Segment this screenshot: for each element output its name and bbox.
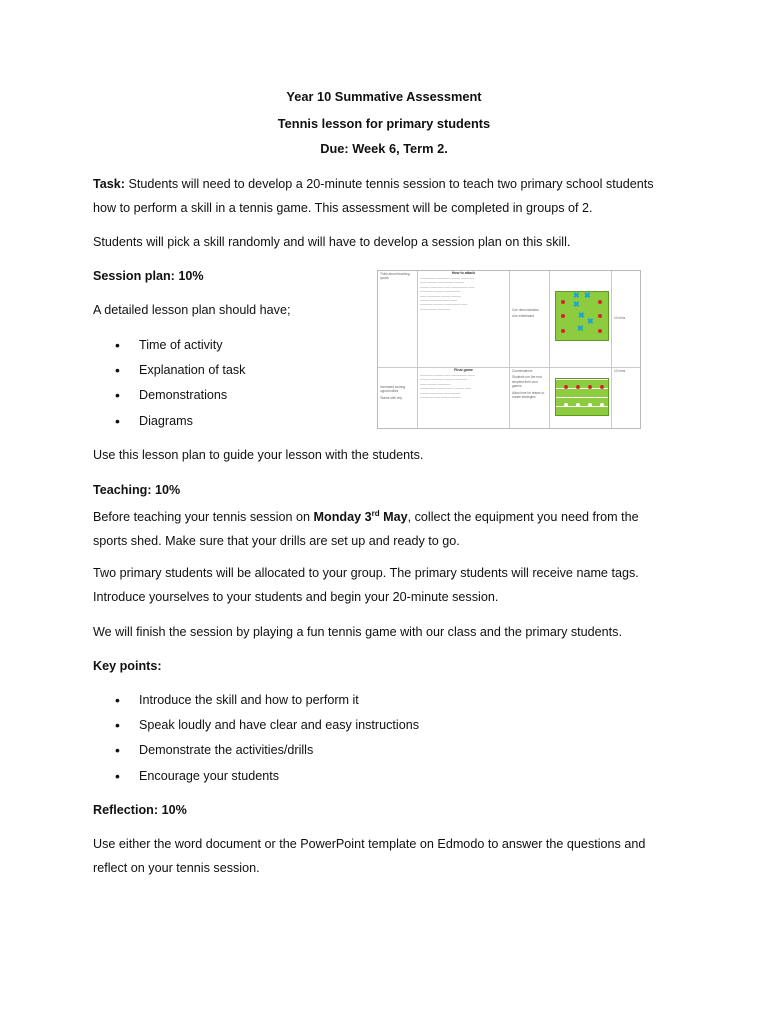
- pick-skill-text: Students will pick a skill randomly and will have to develop a session plan on this skill.: [93, 235, 571, 249]
- plan-cell-filler-text: ———— ——— —— ————— —— ——— ———— ——— ———— —— ——— ———— ————— ——— —— ——— —— ——— ———— ————— ———— —— ——— ———: [420, 373, 475, 400]
- reflection-paragraph: Use either the word document or the PowerPoint template on Edmodo to answer the questions and reflect on your tennis session.: [93, 837, 646, 875]
- key-points-heading: Key points:: [93, 659, 162, 673]
- document-page: Year 10 Summative Assessment Tennis lesson for primary students Due: Week 6, Term 2. Task: Students will need to develop a 20-minute tennis session to teach two primary school students how to perform a skill in a tennis game. This assessment will be completed in groups of 2. Students will pick a skill randomly and will have to develop a session plan on this skill. Session plan: 10% A detailed lesson plan should have; • Time of activity • Explanation of task • Demonstrations • Diagrams Think about teaching sports How to attack ————— ———— ——— ———— —— ——— ————— ——— ——— ———— —— ————— —— ———— ——— ————— —— ———— ——— ——— ——— —————— —— ———— ——— ————— —— —— ——— ———— Cue demonstration Use whiteboard ✖ ✖ ✖ ✖ ✖ ✖ 10 mins Increased scoring opportunities Teams with rely Final game ———— ——— —— ————— —— ——— ———— ——— ———— —— ——— ———— ————— ——— —— ——— —— ——— ———— ————— ———— —— ——— ——— Conversations Students run the end simplest their own games Allow time for teams to create strategies 10 mins Use this lesson plan to guide your lesson with the students. Teaching: 10% Before teaching your tennis session on Monday 3rd May, collect the equipment you need from the sports shed. Make sure that your drills are set up and ready to go. Two primary students will be allocated to your group. The primary students will receive name tags. Introduce yourselves to your students and begin your 20-minute session. We will finish the session by playing a fun tennis game with our class and the primary students. Key points: • Introduce the skill and how to perform it • Speak loudly and have clear and easy instructions • Demonstrate the activities/drills • Encourage your students Reflection: 10% Use either the word document or the PowerPoint template on Edmodo to answer the questions and reflect on your tennis session.: [0, 0, 768, 1024]
- cone-marker-icon: [576, 403, 580, 407]
- cone-marker-icon: [588, 403, 592, 407]
- session-plan-intro: A detailed lesson plan should have;: [93, 303, 291, 317]
- bullet-icon: •: [115, 742, 120, 758]
- cone-marker-icon: [561, 329, 565, 333]
- plan-cell: Final game ———— ——— —— ————— —— ——— ———— ——— ———— —— ——— ———— ————— ——— —— ——— —— ——— ———— ————— ———— —— ——— ———: [418, 368, 510, 428]
- cone-marker-icon: [600, 403, 604, 407]
- plan-cell: [550, 368, 612, 428]
- cone-marker-icon: [564, 385, 568, 389]
- plan-cell: Cue demonstration Use whiteboard: [510, 271, 550, 368]
- plan-cell: 10 mins: [614, 369, 626, 373]
- cone-marker-icon: [600, 385, 604, 389]
- bullet-icon: •: [115, 413, 120, 429]
- session-plan-heading: Session plan: 10%: [93, 269, 204, 283]
- player-cross-icon: ✖: [573, 291, 580, 300]
- plan-cell: Think about teaching sports: [378, 271, 418, 368]
- cone-marker-icon: [561, 314, 565, 318]
- player-cross-icon: ✖: [577, 324, 584, 333]
- document-title: Year 10 Summative Assessment: [286, 89, 482, 104]
- plan-cell: Increased scoring opportunities Teams with rely: [378, 368, 418, 428]
- plan-cell: Conversations Students run the end simplest their own games Allow time for teams to create strategies: [510, 368, 550, 428]
- task-line-2: how to perform a skill in a tennis game. This assessment will be completed in groups of 2.: [93, 201, 593, 215]
- lesson-plan-guide: Use this lesson plan to guide your lesson with the students.: [93, 448, 424, 462]
- cone-marker-icon: [561, 300, 565, 304]
- finish-paragraph: We will finish the session by playing a fun tennis game with our class and the primary students.: [93, 625, 622, 639]
- plan-cell-filler-text: ————— ———— ——— ———— —— ——— ————— ——— ——— ———— —— ————— —— ———— ——— ————— —— ———— ——— ——— ——— —————— —— ———— ——— ————— —— —— ——— ————: [420, 276, 475, 311]
- bullet-icon: •: [115, 768, 120, 784]
- task-paragraph: [93, 172, 683, 220]
- teaching-heading: Teaching: 10%: [93, 483, 181, 497]
- cone-marker-icon: [598, 329, 602, 333]
- bullet-icon: •: [115, 717, 120, 733]
- cone-marker-icon: [564, 403, 568, 407]
- lanes-diagram: [555, 378, 609, 416]
- lane: [556, 406, 608, 415]
- bullet-icon: •: [115, 387, 120, 403]
- due-date: Due: Week 6, Term 2.: [320, 141, 448, 156]
- cone-marker-icon: [588, 385, 592, 389]
- reflection-heading: Reflection: 10%: [93, 803, 187, 817]
- bullet-icon: •: [115, 692, 120, 708]
- plan-cell: [550, 271, 612, 368]
- player-cross-icon: ✖: [573, 300, 580, 309]
- task-line-1: Students will need to develop a 20-minute tennis session to teach two primary school students: [124, 177, 654, 191]
- player-cross-icon: ✖: [584, 291, 591, 300]
- lesson-plan-image: [377, 270, 641, 429]
- court-diagram: [555, 291, 609, 341]
- player-cross-icon: ✖: [578, 311, 585, 320]
- bullet-icon: •: [115, 337, 120, 353]
- document-subtitle: Tennis lesson for primary students: [277, 116, 491, 131]
- plan-cell: 10 mins: [612, 271, 640, 368]
- bullet-icon: •: [115, 362, 120, 378]
- cone-marker-icon: [598, 300, 602, 304]
- lane: [556, 388, 608, 397]
- teaching-paragraph: Before teaching your tennis session on Monday 3rd May, collect the equipment you need from the sports shed. Make sure that your drills are set up and ready to go.: [93, 509, 639, 549]
- plan-cell: How to attack ————— ———— ——— ———— —— ——— ————— ——— ——— ———— —— ————— —— ———— ——— ————— —— ———— ——— ——— ——— —————— —— ———— ——— ————— —— —— ——— ————: [418, 271, 510, 368]
- cone-marker-icon: [576, 385, 580, 389]
- cone-marker-icon: [598, 314, 602, 318]
- player-cross-icon: ✖: [587, 317, 594, 326]
- allocation-paragraph: Two primary students will be allocated to your group. The primary students will receive name tags. Introduce yourselves to your students and begin your 20-minute session.: [93, 566, 639, 604]
- task-label: Task:: [93, 177, 125, 191]
